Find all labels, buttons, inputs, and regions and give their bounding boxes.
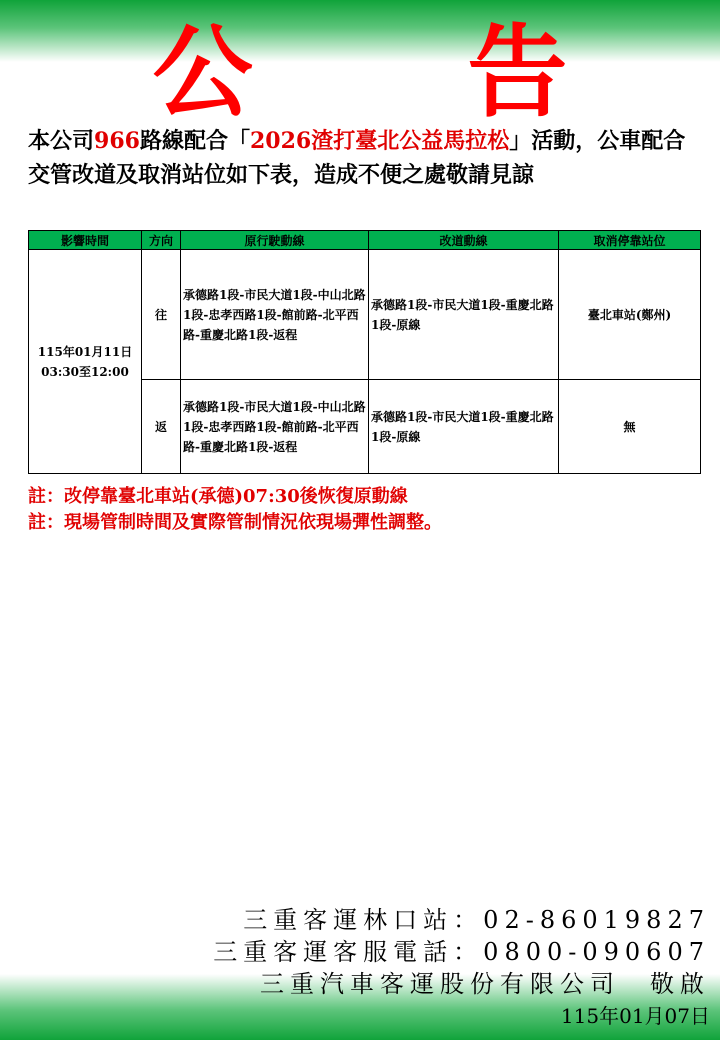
- header-direction: 方向: [142, 231, 181, 250]
- footer-service-phone: 三重客運客服電話：0800-090607: [213, 938, 710, 966]
- footer-linkou-phone: 三重客運林口站：02-86019827: [243, 906, 710, 934]
- intro-text: [28, 124, 698, 192]
- cancelled-stop: 臺北車站(鄭州): [559, 250, 701, 380]
- header-detour-route: 改道動線: [369, 231, 559, 250]
- detour-route: 承德路1段-市民大道1段-重慶北路1段-原線: [369, 250, 559, 380]
- route-change-table: [28, 230, 701, 474]
- header-cancelled-stop: 取消停靠站位: [559, 231, 701, 250]
- detour-route: 承德路1段-市民大道1段-重慶北路1段-原線: [369, 380, 559, 474]
- header-original-route: 原行駛動線: [181, 231, 369, 250]
- intro-route-number: 966: [94, 128, 140, 154]
- footer: [213, 904, 710, 1032]
- note-2: 註：現場管制時間及實際管制情況依現場彈性調整。: [28, 512, 442, 533]
- notes: [28, 484, 442, 536]
- footer-company-signature: 三重汽車客運股份有限公司 敬啟: [260, 970, 710, 998]
- intro-part1: 本公司: [28, 128, 95, 154]
- note-1: 註：改停靠臺北車站(承德)07:30後恢復原動線: [28, 486, 408, 507]
- intro-part2: 路線配合「: [139, 128, 250, 154]
- intro-event-name: 2026渣打臺北公益馬拉松: [249, 128, 510, 154]
- table-row: [29, 250, 701, 380]
- direction-outbound: 往: [142, 250, 181, 380]
- cancelled-stop: 無: [559, 380, 701, 474]
- original-route: 承德路1段-市民大道1段-中山北路1段-忠孝西路1段-館前路-北平西路-重慶北路1段-返程: [181, 380, 369, 474]
- page-title: 公 告: [152, 14, 658, 131]
- footer-date: 115年01月07日: [560, 1004, 710, 1028]
- direction-return: 返: [142, 380, 181, 474]
- table-header-row: [29, 231, 701, 250]
- header-time: 影響時間: [29, 231, 142, 250]
- intro-part3: 」活動，公車配合交管改道及取消站位如下表，造成不便之處敬請見諒: [28, 128, 686, 188]
- affected-time: 115年01月11日 03:30至12:00: [29, 250, 142, 474]
- original-route: 承德路1段-市民大道1段-中山北路1段-忠孝西路1段-館前路-北平西路-重慶北路1段-返程: [181, 250, 369, 380]
